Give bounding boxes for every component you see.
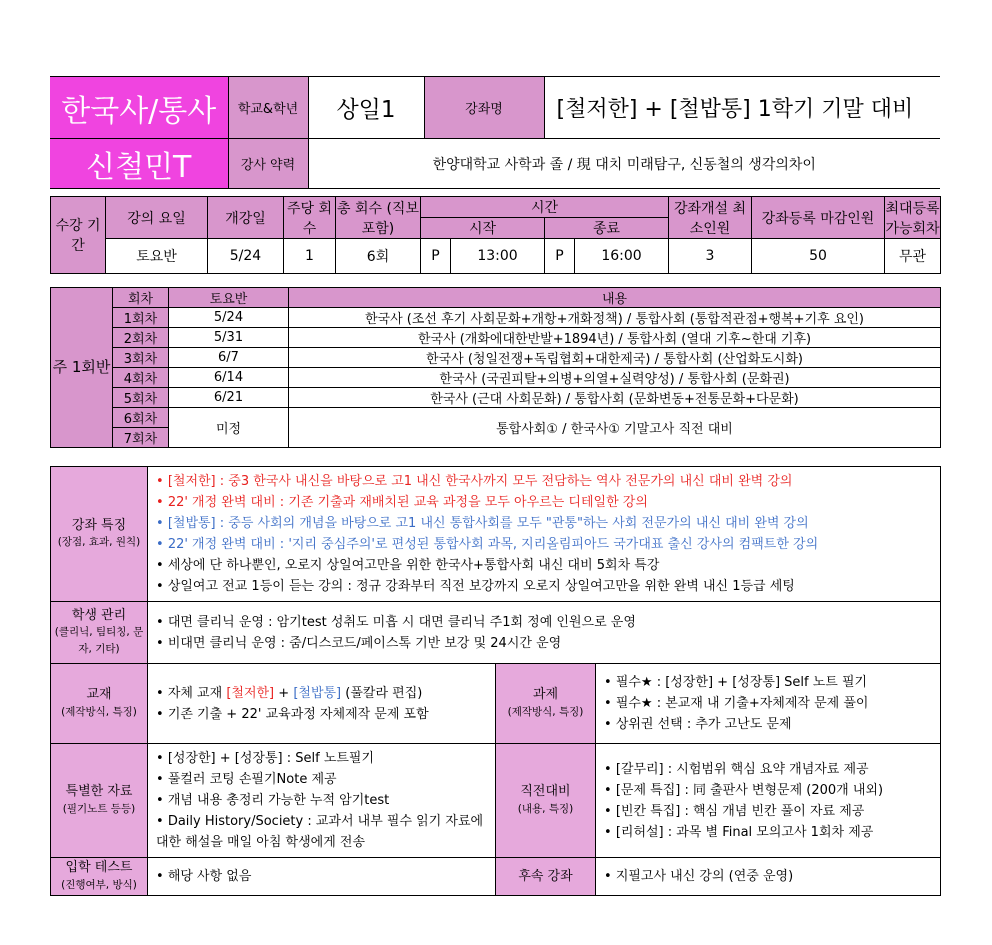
special-label [51, 744, 148, 858]
last-value: 무관 [885, 239, 941, 274]
period-label: 수강 기간 [51, 197, 106, 274]
list-item: • 대면 클리닉 운영 : 암기test 성취도 미흡 시 대면 클리닉 주1회 정예 인원으로 운영 [156, 612, 940, 633]
homework-label [496, 664, 596, 744]
day-value: 토요반 [106, 239, 208, 274]
start-value: 5/24 [208, 239, 284, 274]
total-label: 총 회수 (직보포함) [336, 197, 421, 239]
textbook-mid: + [274, 685, 294, 701]
content-cell: 한국사 (조선 후기 사회문화+개항+개화정책) / 통합사회 (통합적관점+행복+기후 요인) [289, 308, 941, 328]
min-value: 3 [669, 239, 752, 274]
content-cell: 한국사 (근대 사회문화) / 통합사회 (문화변동+전통문화+다문화) [289, 388, 941, 408]
management-label [51, 602, 148, 664]
textbook-label [51, 664, 148, 744]
subject-title: 한국사/통사 [50, 77, 228, 139]
list-item: • 비대면 클리닉 운영 : 줌/디스코드/페이스톡 기반 보강 및 24시간 운영 [156, 633, 940, 654]
round-cell: 2회차 [113, 328, 169, 348]
total-value: 6회 [336, 239, 421, 274]
list-item: • 상일여고 전교 1등이 듣는 강의 : 정규 강좌부터 직전 보강까지 오로지 상일여고만을 위한 완벽 내신 1등급 세팅 [156, 576, 940, 597]
list-item: • 해당 사항 없음 [156, 866, 495, 887]
school-value: 상일1 [308, 77, 424, 139]
content-cell: 한국사 (개화에대한반발+1894년) / 통합사회 (열대 기후~한대 기후) [289, 328, 941, 348]
final-prep-label [496, 744, 596, 858]
course-title: [철저한] + [철밥통] 1학기 기말 대비 [544, 77, 940, 139]
list-item: • 기존 기출 + 22' 교육과정 자체제작 문제 포함 [156, 704, 495, 725]
list-item: • 필수★ : 본교재 내 기출+자체제작 문제 풀이 [604, 693, 940, 714]
list-item: • [철밥통] : 중등 사회의 개념을 바탕으로 고1 내신 통합사회를 모두 "관통"하는 사회 전문가의 내신 대비 완벽 강의 [156, 513, 940, 534]
date-cell: 6/7 [169, 348, 289, 368]
schedule-table [50, 196, 941, 274]
textbook-pre: 자체 교재 [167, 685, 227, 701]
table-row [51, 368, 941, 388]
list-item: • 지필고사 내신 강의 (연중 운영) [604, 866, 940, 887]
entrance-label-text: 입학 테스트 [65, 860, 133, 876]
col-content: 내용 [289, 288, 941, 308]
features-table [50, 466, 941, 896]
list-item: • [문제 특집] : 同 출판사 변형문제 (200개 내외) [604, 780, 940, 801]
management-label-text: 학생 관리 [71, 607, 127, 623]
end-ampm: P [545, 239, 575, 274]
final-prep-content [596, 744, 941, 858]
max-label: 강좌등록 마감인원 [752, 197, 885, 239]
round-cell: 1회차 [113, 308, 169, 328]
col-round: 회차 [113, 288, 169, 308]
list-item: • 상위권 선택 : 추가 고난도 문제 [604, 714, 940, 735]
list-item [156, 683, 495, 704]
final-prep-list [596, 755, 940, 847]
entrance-sub: (진행여부, 방식) [61, 878, 137, 891]
list-item: • 풀컬러 코팅 손필기Note 제공 [156, 769, 495, 790]
homework-label-text: 과제 [532, 687, 559, 703]
min-label: 강좌개설 최소인원 [669, 197, 752, 239]
table-row [51, 328, 941, 348]
table-row [51, 348, 941, 368]
school-label: 학교&학년 [228, 77, 308, 139]
textbook-blue: [철밥통] [293, 685, 342, 701]
textbook-red: [철저한] [226, 685, 275, 701]
start-label: 개강일 [208, 197, 284, 239]
date-cell: 6/21 [169, 388, 289, 408]
entrance-content [148, 858, 496, 896]
weekly-table [50, 287, 941, 448]
start-ampm: P [421, 239, 451, 274]
teacher-profile: 한양대학교 사학과 졸 / 現 대치 미래탐구, 신동철의 생각의차이 [308, 139, 940, 189]
textbook-list [148, 679, 495, 729]
textbook-label-text: 교재 [86, 687, 112, 703]
management-content [148, 602, 941, 664]
content-cell: 한국사 (청일전쟁+독립협회+대한제국) / 통합사회 (산업화도시화) [289, 348, 941, 368]
textbook-sub: (제작방식, 특징) [61, 705, 137, 718]
list-item: • [빈칸 특집] : 핵심 개념 빈칸 풀이 자료 제공 [604, 801, 940, 822]
followup-content [596, 858, 941, 896]
round-cell: 3회차 [113, 348, 169, 368]
round-cell: 5회차 [113, 388, 169, 408]
final-prep-sub: (내용, 특징) [517, 802, 574, 815]
followup-label: 후속 강좌 [496, 858, 596, 896]
management-sub: (클리닉, 팀티칭, 문자, 기타) [54, 626, 144, 656]
round-cell: 6회차 [113, 408, 169, 428]
last-label: 최대등록 가능회차 [885, 197, 941, 239]
date-cell: 5/24 [169, 308, 289, 328]
list-item: • [철저한] : 중3 한국사 내신을 바탕으로 고1 내신 한국사까지 모두 전담하는 역사 전문가의 내신 대비 완벽 강의 [156, 471, 940, 492]
weekly-side-label: 주 1회반 [51, 288, 113, 448]
end-time: 16:00 [575, 239, 669, 274]
course-header-table [50, 76, 940, 189]
list-item: • Daily History/Society : 교과서 내부 필수 읽기 자료에 대한 해설을 매일 아침 학생에게 전송 [156, 811, 495, 853]
weekly-label: 주당 회수 [284, 197, 336, 239]
profile-label: 강사 약력 [228, 139, 308, 189]
list-item: • 22' 개정 완벽 대비 : '지리 중심주의'로 편성된 통합사회 과목, 지리올림피아드 국가대표 출신 강사의 컴팩트한 강의 [156, 534, 940, 555]
special-list [148, 744, 495, 857]
course-label: 강좌명 [424, 77, 544, 139]
final-content: 통합사회① / 한국사① 기말고사 직전 대비 [289, 408, 941, 448]
weekly-value: 1 [284, 239, 336, 274]
list-item: • [갈무리] : 시험범위 핵심 요약 개념자료 제공 [604, 759, 940, 780]
features-label-text: 강좌 특징 [71, 517, 127, 533]
table-row [51, 308, 941, 328]
max-value: 50 [752, 239, 885, 274]
teacher-name: 신철민T [50, 139, 228, 189]
table-row [51, 388, 941, 408]
list-item: • 세상에 단 하나뿐인, 오로지 상일여고만을 위한 한국사+통합사회 내신 대비 5회차 특강 [156, 555, 940, 576]
time-label: 시간 [421, 197, 669, 218]
textbook-content [148, 664, 496, 744]
round-cell: 4회차 [113, 368, 169, 388]
day-label: 강의 요일 [106, 197, 208, 239]
round-cell: 7회차 [113, 428, 169, 448]
list-item: • 필수★ : [성장한] + [성장통] Self 노트 필기 [604, 672, 940, 693]
list-item: • 개념 내용 총정리 가능한 누적 암기test [156, 790, 495, 811]
final-prep-label-text: 직전대비 [520, 784, 571, 800]
features-content [148, 467, 941, 602]
special-sub: (필기노트 등등) [62, 802, 136, 815]
features-list [148, 467, 940, 601]
management-list [148, 608, 940, 658]
special-label-text: 특별한 자료 [65, 784, 133, 800]
homework-list [596, 668, 940, 739]
entrance-list [148, 862, 495, 891]
homework-sub: (제작방식, 특징) [507, 705, 584, 718]
table-row [51, 408, 941, 428]
followup-list [596, 862, 940, 891]
content-cell: 한국사 (국권피탈+의병+의열+실력양성) / 통합사회 (문화권) [289, 368, 941, 388]
list-item: • 22' 개정 완벽 대비 : 기존 기출과 재배치된 교육 과정을 모두 아우르는 디테일한 강의 [156, 492, 940, 513]
final-date: 미정 [169, 408, 289, 448]
features-label [51, 467, 148, 602]
start-time: 13:00 [451, 239, 545, 274]
list-item: • [리허설] : 과목 별 Final 모의고사 1회차 제공 [604, 822, 940, 843]
homework-content [596, 664, 941, 744]
time-end-label: 종료 [545, 218, 669, 239]
special-content [148, 744, 496, 858]
features-sub: (장점, 효과, 원칙) [57, 536, 141, 549]
date-cell: 6/14 [169, 368, 289, 388]
col-day: 토요반 [169, 288, 289, 308]
time-start-label: 시작 [421, 218, 545, 239]
textbook-post: (풀칼라 편집) [341, 685, 423, 701]
entrance-label [51, 858, 148, 896]
date-cell: 5/31 [169, 328, 289, 348]
list-item: • [성장한] + [성장통] : Self 노트필기 [156, 748, 495, 769]
